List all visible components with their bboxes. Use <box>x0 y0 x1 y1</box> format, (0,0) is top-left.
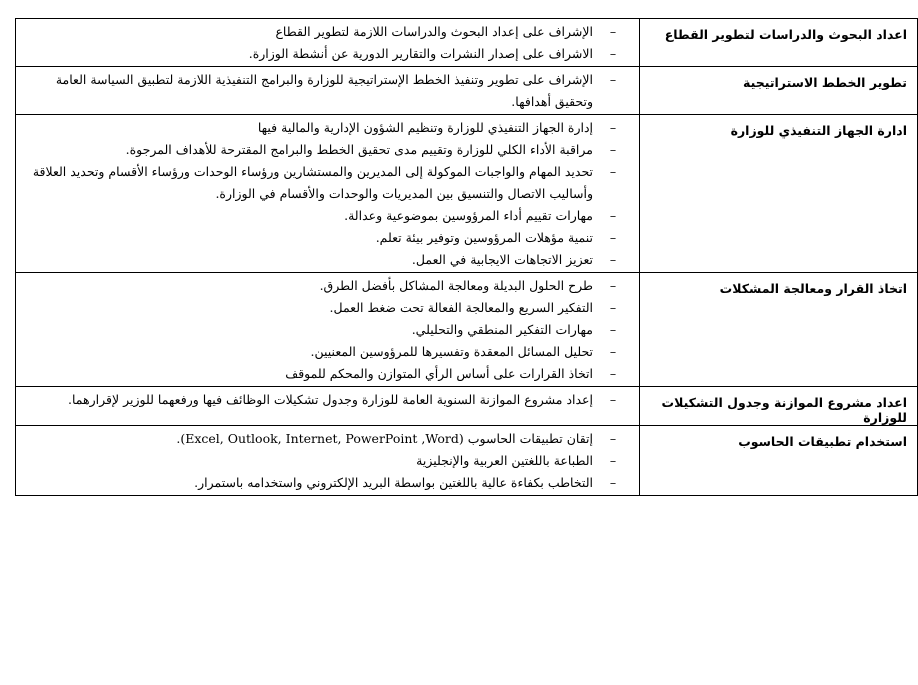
dash-bullet: – <box>609 164 617 179</box>
list-item <box>22 227 631 249</box>
list-item <box>22 205 631 227</box>
competency-table-wrapper <box>15 18 907 496</box>
competency-details <box>16 387 640 426</box>
list-item <box>22 117 631 139</box>
table-row <box>16 115 918 273</box>
list-item-text: التفكير السريع والمعالجة الفعالة تحت ضغط العمل. <box>329 300 593 315</box>
competency-details <box>16 115 640 273</box>
competency-details <box>16 273 640 387</box>
list-item-text: طرح الحلول البديلة ومعالجة المشاكل بأفضل الطرق. <box>319 278 593 293</box>
dash-bullet: – <box>609 366 617 381</box>
dash-bullet: – <box>609 453 617 468</box>
dash-bullet: – <box>609 278 617 293</box>
detail-list <box>22 275 631 386</box>
list-item <box>22 297 631 319</box>
detail-list <box>22 117 631 272</box>
list-item <box>22 275 631 297</box>
list-item <box>22 472 631 495</box>
detail-list <box>22 21 631 66</box>
table-row <box>16 426 918 496</box>
dash-bullet: – <box>609 208 617 223</box>
competency-title: اعداد البحوث والدراسات لتطوير القطاع <box>640 19 918 67</box>
competency-title: اتخاذ القرار ومعالجة المشكلات <box>640 273 918 387</box>
table-row <box>16 19 918 67</box>
list-item <box>22 363 631 386</box>
list-item <box>22 21 631 43</box>
competency-details <box>16 426 640 496</box>
list-item-text: مراقبة الأداء الكلي للوزارة وتقييم مدى تحقيق الخطط والبرامج المقترحة للأهداف المرجوة. <box>125 142 593 157</box>
list-item-text: الاشراف على إصدار النشرات والتقارير الدورية عن أنشطة الوزارة. <box>248 46 593 61</box>
list-item-text: الإشراف على إعداد البحوث والدراسات اللازمة لتطوير القطاع <box>275 24 593 39</box>
list-item-text: الطباعة باللغتين العربية والإنجليزية <box>416 453 593 468</box>
list-item-text: تنمية مؤهلات المرؤوسين وتوفير بيئة تعلم. <box>375 230 593 245</box>
list-item <box>22 341 631 363</box>
list-item <box>22 450 631 472</box>
list-item-text: الإشراف على تطوير وتنفيذ الخطط الإستراتيجية للوزارة والبرامج التنفيذية اللازمة لتطبيق السياسة العامة وتحقيق أهدافها. <box>55 72 593 109</box>
dash-bullet: – <box>609 72 617 87</box>
dash-bullet: – <box>609 142 617 157</box>
dash-bullet: – <box>609 344 617 359</box>
list-item-text: إعداد مشروع الموازنة السنوية العامة للوزارة وجدول تشكيلات الوظائف فيها ورفعهما للوزير لإقرارهما. <box>68 392 593 407</box>
competency-title: تطوير الخطط الاستراتيجية <box>640 67 918 115</box>
table-row <box>16 273 918 387</box>
list-item <box>22 43 631 66</box>
dash-bullet: – <box>609 230 617 245</box>
list-item-text: تعزيز الاتجاهات الايجابية في العمل. <box>411 252 593 267</box>
competency-title: ادارة الجهاز التنفيذي للوزارة <box>640 115 918 273</box>
list-item <box>22 69 631 114</box>
competency-details <box>16 67 640 115</box>
list-item <box>22 139 631 161</box>
table-row <box>16 387 918 426</box>
dash-bullet: – <box>609 431 617 446</box>
dash-bullet: – <box>609 300 617 315</box>
competency-title: اعداد مشروع الموازنة وجدول التشكيلات للوزارة <box>640 387 918 426</box>
list-item <box>22 161 631 205</box>
list-item-text: تحليل المسائل المعقدة وتفسيرها للمرؤوسين المعنيين. <box>310 344 593 359</box>
dash-bullet: – <box>609 120 617 135</box>
list-item-text: مهارات تقييم أداء المرؤوسين بموضوعية وعدالة. <box>344 208 593 223</box>
detail-list <box>22 389 631 412</box>
competency-table <box>15 18 918 496</box>
table-body <box>16 19 918 496</box>
list-item-text: مهارات التفكير المنطقي والتحليلي. <box>411 322 593 337</box>
list-item-text: التخاطب بكفاءة عالية باللغتين بواسطة البريد الإلكتروني واستخدامه باستمرار. <box>194 475 593 490</box>
list-item <box>22 249 631 272</box>
detail-list <box>22 428 631 495</box>
list-item <box>22 319 631 341</box>
list-item-text: اتخاذ القرارات على أساس الرأي المتوازن والمحكم للموقف <box>285 366 593 381</box>
dash-bullet: – <box>609 46 617 61</box>
competency-details <box>16 19 640 67</box>
list-item-text: تحديد المهام والواجبات الموكولة إلى المديرين والمستشارين ورؤساء الوحدات ورؤساء الأقسام وتحديد العلاقة وأساليب الاتصال والتنسيق بين المديريات والوحدات والأقسام في الوزارة. <box>32 164 593 201</box>
dash-bullet: – <box>609 475 617 490</box>
competency-title: استخدام تطبيقات الحاسوب <box>640 426 918 496</box>
dash-bullet: – <box>609 322 617 337</box>
table-row <box>16 67 918 115</box>
list-item-text: إتقان تطبيقات الحاسوب (Excel, Outlook, Internet, PowerPoint ,Word). <box>176 431 593 446</box>
list-item <box>22 389 631 412</box>
dash-bullet: – <box>609 392 617 407</box>
detail-list <box>22 69 631 114</box>
list-item-text: إدارة الجهاز التنفيذي للوزارة وتنظيم الشؤون الإدارية والمالية فيها <box>257 120 593 135</box>
dash-bullet: – <box>609 24 617 39</box>
list-item <box>22 428 631 450</box>
dash-bullet: – <box>609 252 617 267</box>
